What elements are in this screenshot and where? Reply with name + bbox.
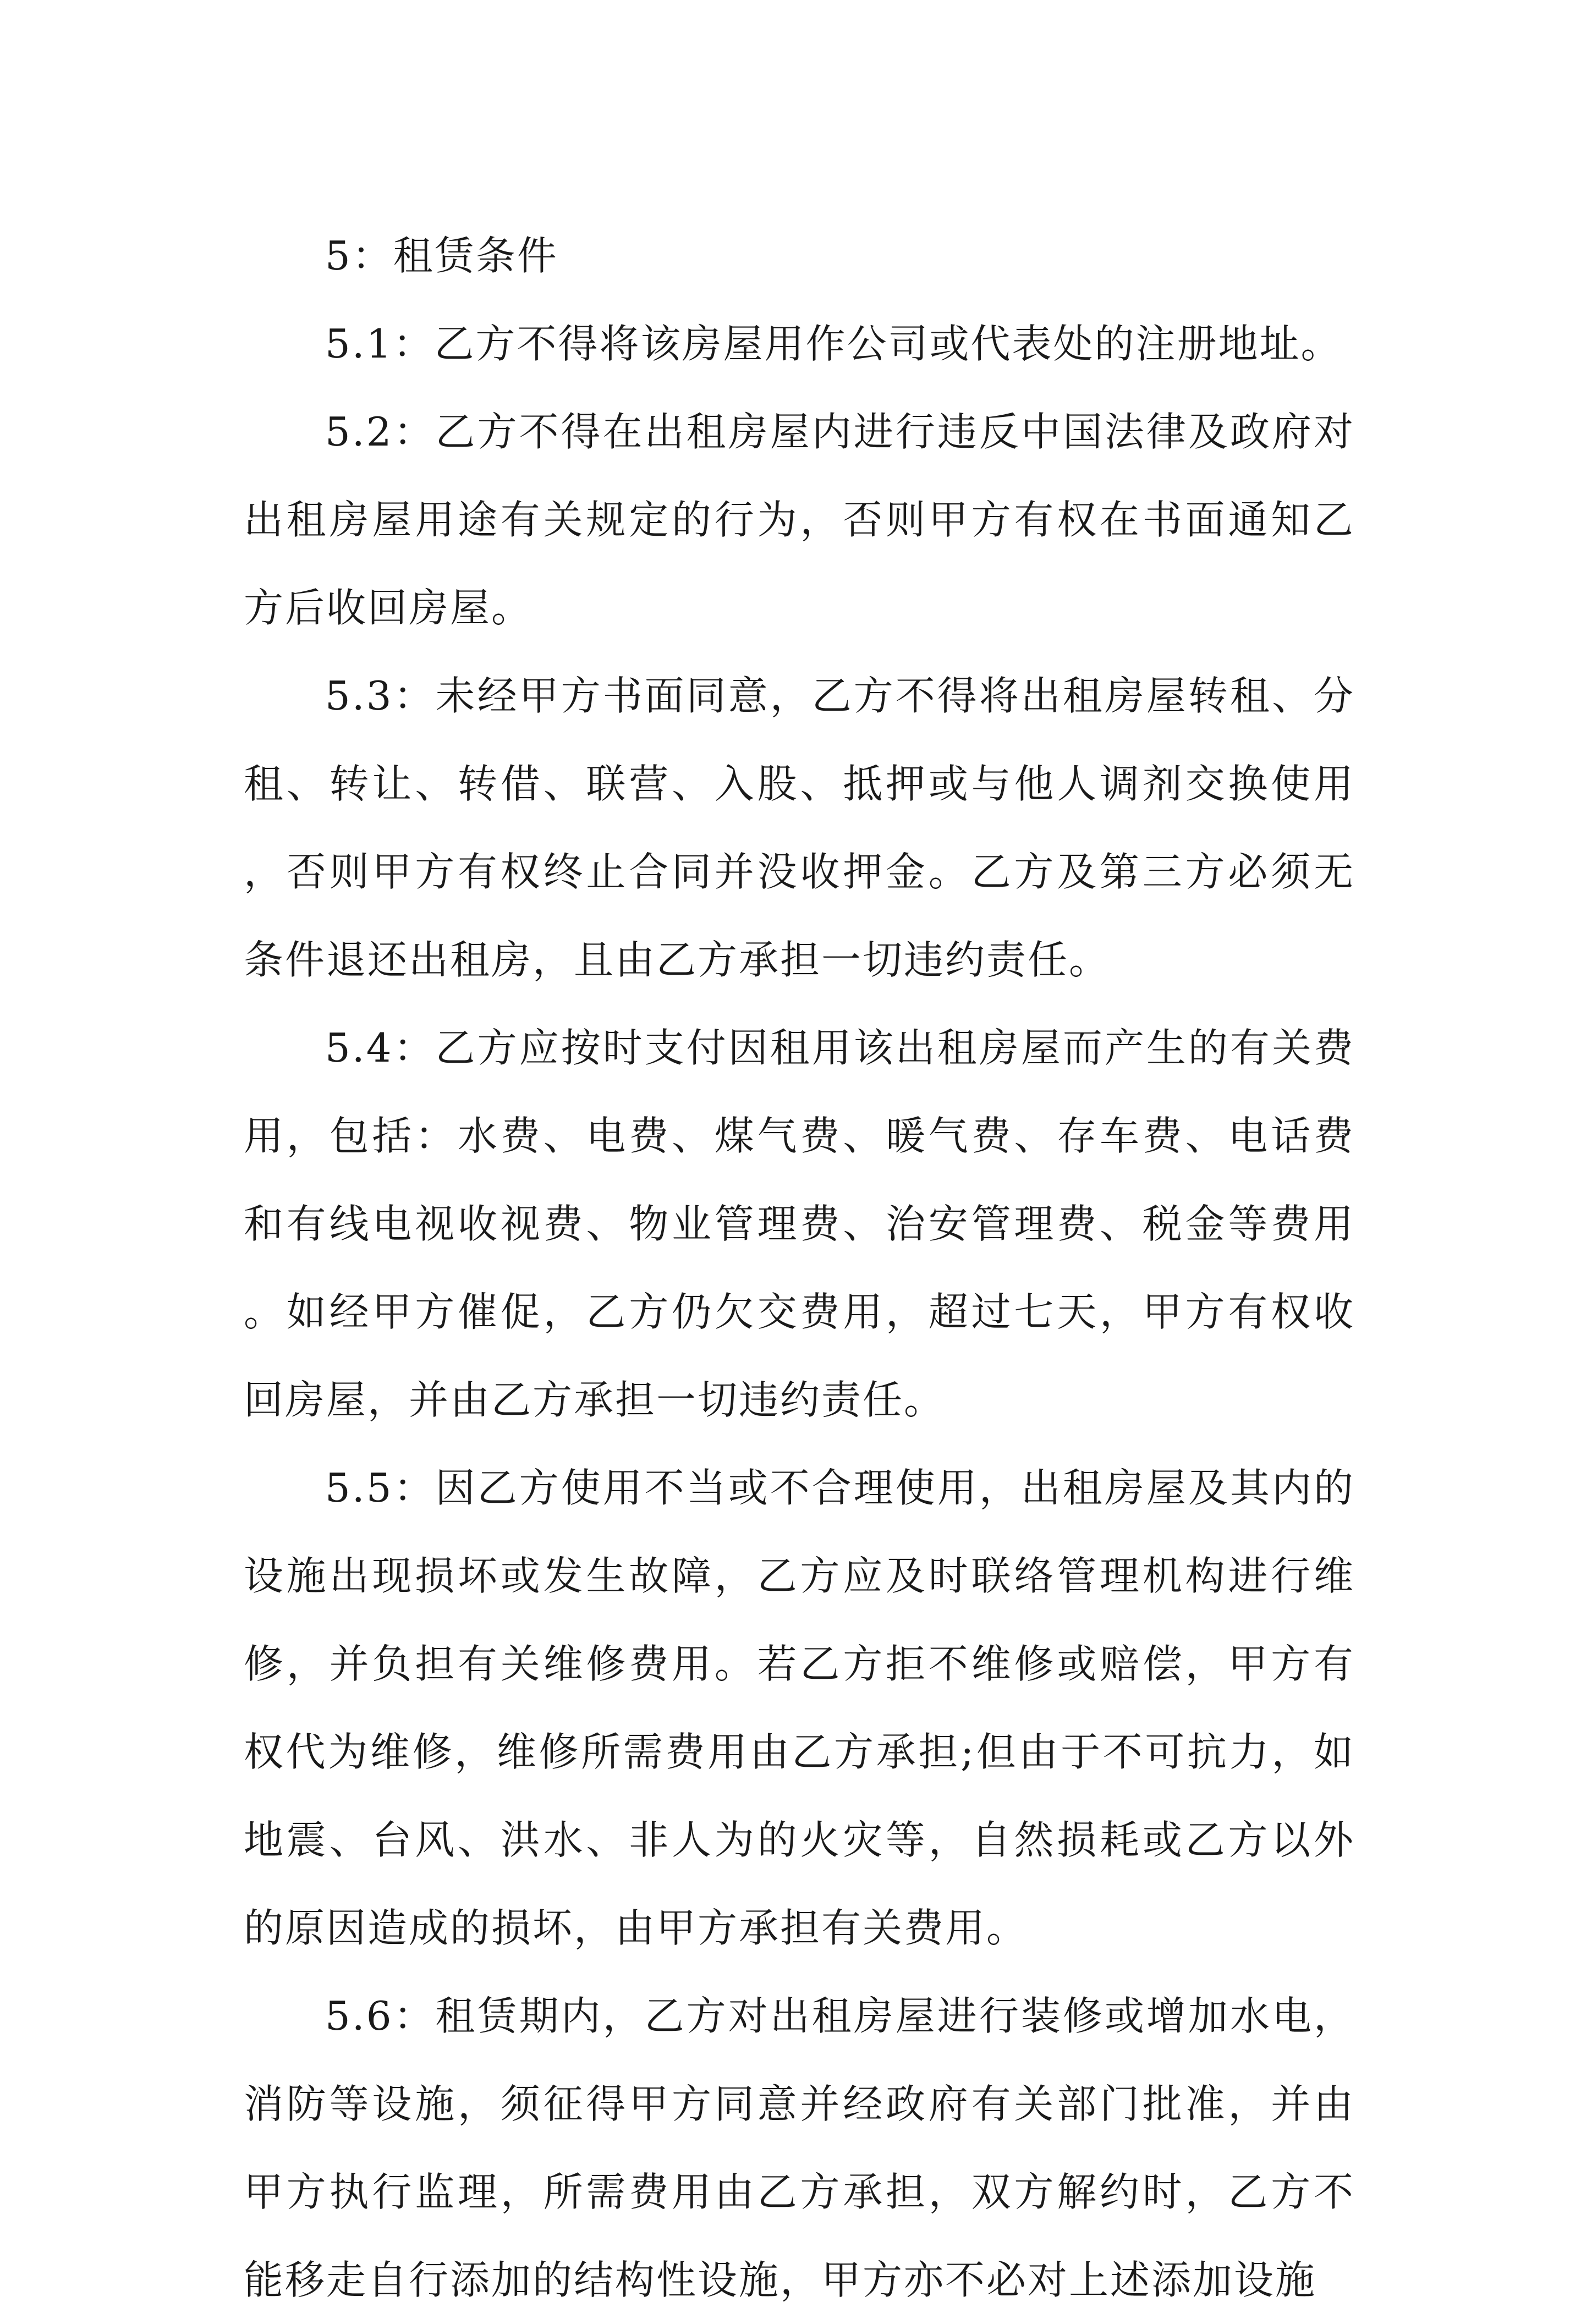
section-heading: 5：租赁条件 (325, 233, 558, 279)
clause-5-3: 5.3：未经甲方书面同意，乙方不得将出租房屋转租、分租、转让、转借、联营、入股、抵押或与他人调剂交换使用，否则甲方有权终止合同并没收押金。乙方及第三方必须无条件退还出租房，且由乙方承担一切违约责任。 (244, 673, 1355, 983)
clause-5-5: 5.5：因乙方使用不当或不合理使用，出租房屋及其内的设施出现损坏或发生故障，乙方应及时联络管理机构进行维修，并负担有关维修费用。若乙方拒不维修或赔偿，甲方有权代为维修，维修所需费用由乙方承担;但由于不可抗力，如地震、台风、洪水、非人为的火灾等，自然损耗或乙方以外的原因造成的损坏，由甲方承担有关费用。 (244, 1465, 1355, 1951)
clause-5-2: 5.2：乙方不得在出租房屋内进行违反中国法律及政府对出租房屋用途有关规定的行为，否则甲方有权在书面通知乙方后收回房屋。 (244, 409, 1355, 631)
clause-5-1: 5.1：乙方不得将该房屋用作公司或代表处的注册地址。 (325, 321, 1342, 367)
document-body (244, 212, 1355, 2324)
clause-5-4: 5.4：乙方应按时支付因租用该出租房屋而产生的有关费用，包括：水费、电费、煤气费、暖气费、存车费、电话费和有线电视收视费、物业管理费、治安管理费、税金等费用。如经甲方催促，乙方仍欠交费用，超过七天，甲方有权收回房屋，并由乙方承担一切违约责任。 (244, 1025, 1355, 1423)
clause-5-6: 5.6：租赁期内，乙方对出租房屋进行装修或增加水电，消防等设施，须征得甲方同意并经政府有关部门批准，并由甲方执行监理，所需费用由乙方承担，双方解约时，乙方不能移走自行添加的结构性设施，甲方亦不必对上述添加设施 (244, 1993, 1355, 2303)
